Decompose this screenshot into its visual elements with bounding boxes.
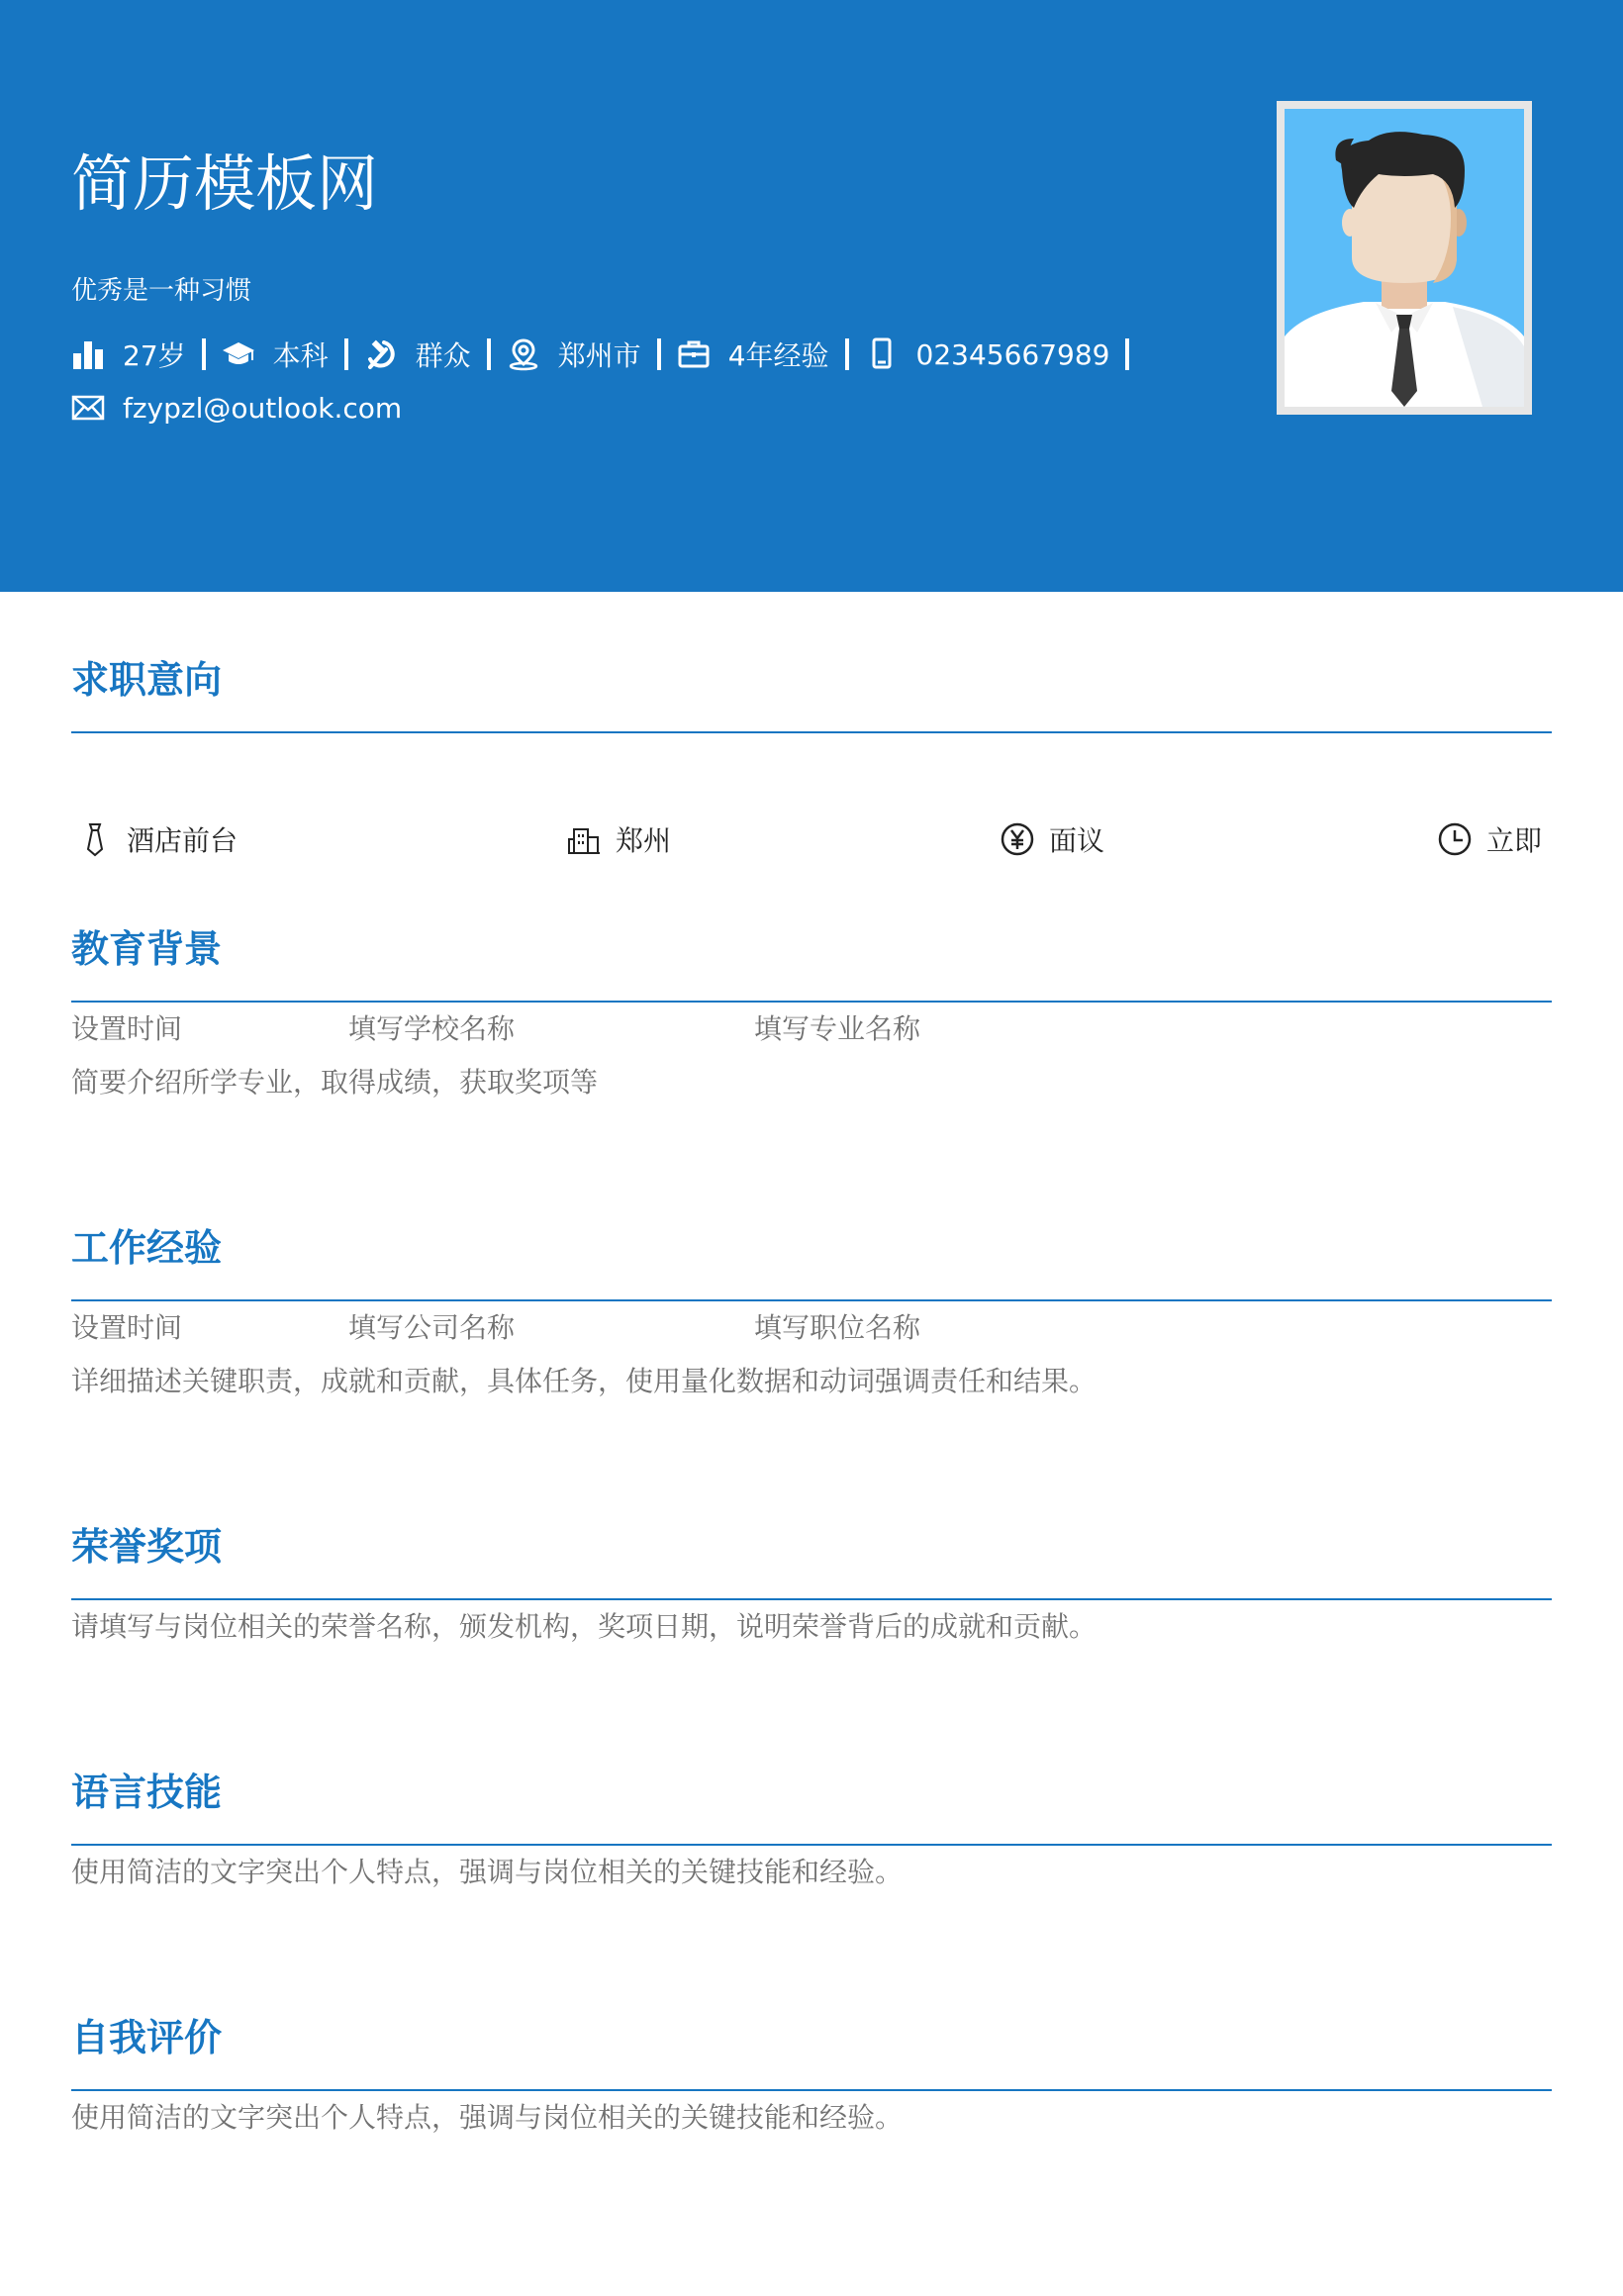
tie-icon (77, 821, 113, 857)
resume-header (0, 0, 1623, 592)
work-time: 设置时间 (71, 1311, 183, 1344)
email-row (71, 388, 402, 428)
intent-salary (1000, 819, 1104, 859)
mobile-phone-icon (865, 337, 899, 371)
education-title: 教育背景 (71, 927, 223, 971)
languages-title: 语言技能 (71, 1770, 223, 1814)
education-description: 简要介绍所学专业，取得成绩，获取奖项等 (71, 1066, 599, 1099)
self-evaluation-divider (71, 2089, 1552, 2091)
work-entry (71, 1306, 1552, 1346)
age-text: 27岁 (123, 339, 186, 372)
education-text: 本科 (272, 339, 329, 372)
honors-divider (71, 1598, 1552, 1600)
intent-salary-text: 面议 (1049, 824, 1105, 857)
intent-start-text: 立即 (1486, 824, 1543, 857)
education-entry (71, 1007, 1552, 1047)
info-separator (202, 338, 206, 370)
self-evaluation-section (71, 2016, 1552, 2134)
building-icon (566, 821, 602, 857)
candidate-motto: 优秀是一种习惯 (71, 276, 252, 306)
intent-city-text: 郑州 (616, 824, 672, 857)
work-description: 详细描述关键职责，成就和贡献，具体任务，使用量化数据和动词强调责任和结果。 (71, 1365, 1098, 1397)
work-company: 填写公司名称 (348, 1311, 516, 1344)
bar-chart-icon (71, 337, 105, 371)
honors-description: 请填写与岗位相关的荣誉名称，颁发机构，奖项日期，说明荣誉背后的成就和贡献。 (71, 1610, 1098, 1643)
political-text: 群众 (415, 339, 471, 372)
personal-info-row (71, 335, 1145, 374)
education-info (222, 335, 329, 374)
honors-title: 荣誉奖项 (71, 1525, 223, 1569)
languages-section (71, 1770, 1552, 1888)
graduation-cap-icon (222, 337, 255, 371)
education-time: 设置时间 (71, 1012, 183, 1045)
clock-icon (1437, 821, 1473, 857)
briefcase-icon (677, 337, 711, 371)
intent-city (566, 819, 671, 859)
yen-coin-icon (1000, 821, 1035, 857)
honors-section (71, 1525, 1552, 1643)
job-intent-section (71, 658, 1552, 857)
education-major: 填写专业名称 (754, 1012, 921, 1045)
job-intent-row (71, 732, 1552, 857)
profile-photo (1277, 101, 1532, 415)
phone-info (865, 337, 1110, 371)
political-info (364, 335, 471, 374)
info-separator (344, 338, 348, 370)
education-school: 填写学校名称 (348, 1012, 516, 1045)
info-separator (487, 338, 491, 370)
intent-position (77, 819, 238, 859)
email-text: fzypzl@outlook.com (123, 391, 403, 425)
city-text: 郑州市 (557, 339, 641, 372)
job-intent-title: 求职意向 (71, 658, 223, 702)
city-info (507, 335, 641, 374)
avatar-illustration (1285, 109, 1524, 407)
languages-divider (71, 1844, 1552, 1846)
work-title: 工作经验 (71, 1226, 223, 1270)
work-section (71, 1226, 1552, 1397)
intent-position-text: 酒店前台 (127, 824, 239, 857)
work-position: 填写职位名称 (754, 1311, 921, 1344)
email-info (71, 391, 402, 425)
location-pin-icon (507, 337, 540, 371)
intent-start (1437, 819, 1542, 859)
info-separator (657, 338, 661, 370)
info-separator (845, 338, 849, 370)
education-section (71, 927, 1552, 1099)
envelope-icon (71, 391, 105, 425)
self-evaluation-description: 使用简洁的文字突出个人特点，强调与岗位相关的关键技能和经验。 (71, 2101, 904, 2134)
hammer-sickle-icon (364, 337, 398, 371)
experience-text: 4年经验 (727, 339, 829, 372)
experience-info (677, 335, 829, 374)
languages-description: 使用简洁的文字突出个人特点，强调与岗位相关的关键技能和经验。 (71, 1856, 904, 1888)
education-divider (71, 1001, 1552, 1003)
self-evaluation-title: 自我评价 (71, 2016, 223, 2059)
work-divider (71, 1299, 1552, 1301)
candidate-name: 简历模板网 (71, 147, 379, 220)
age-info (71, 335, 186, 374)
phone-text: 02345667989 (915, 337, 1110, 371)
info-separator (1125, 338, 1129, 370)
